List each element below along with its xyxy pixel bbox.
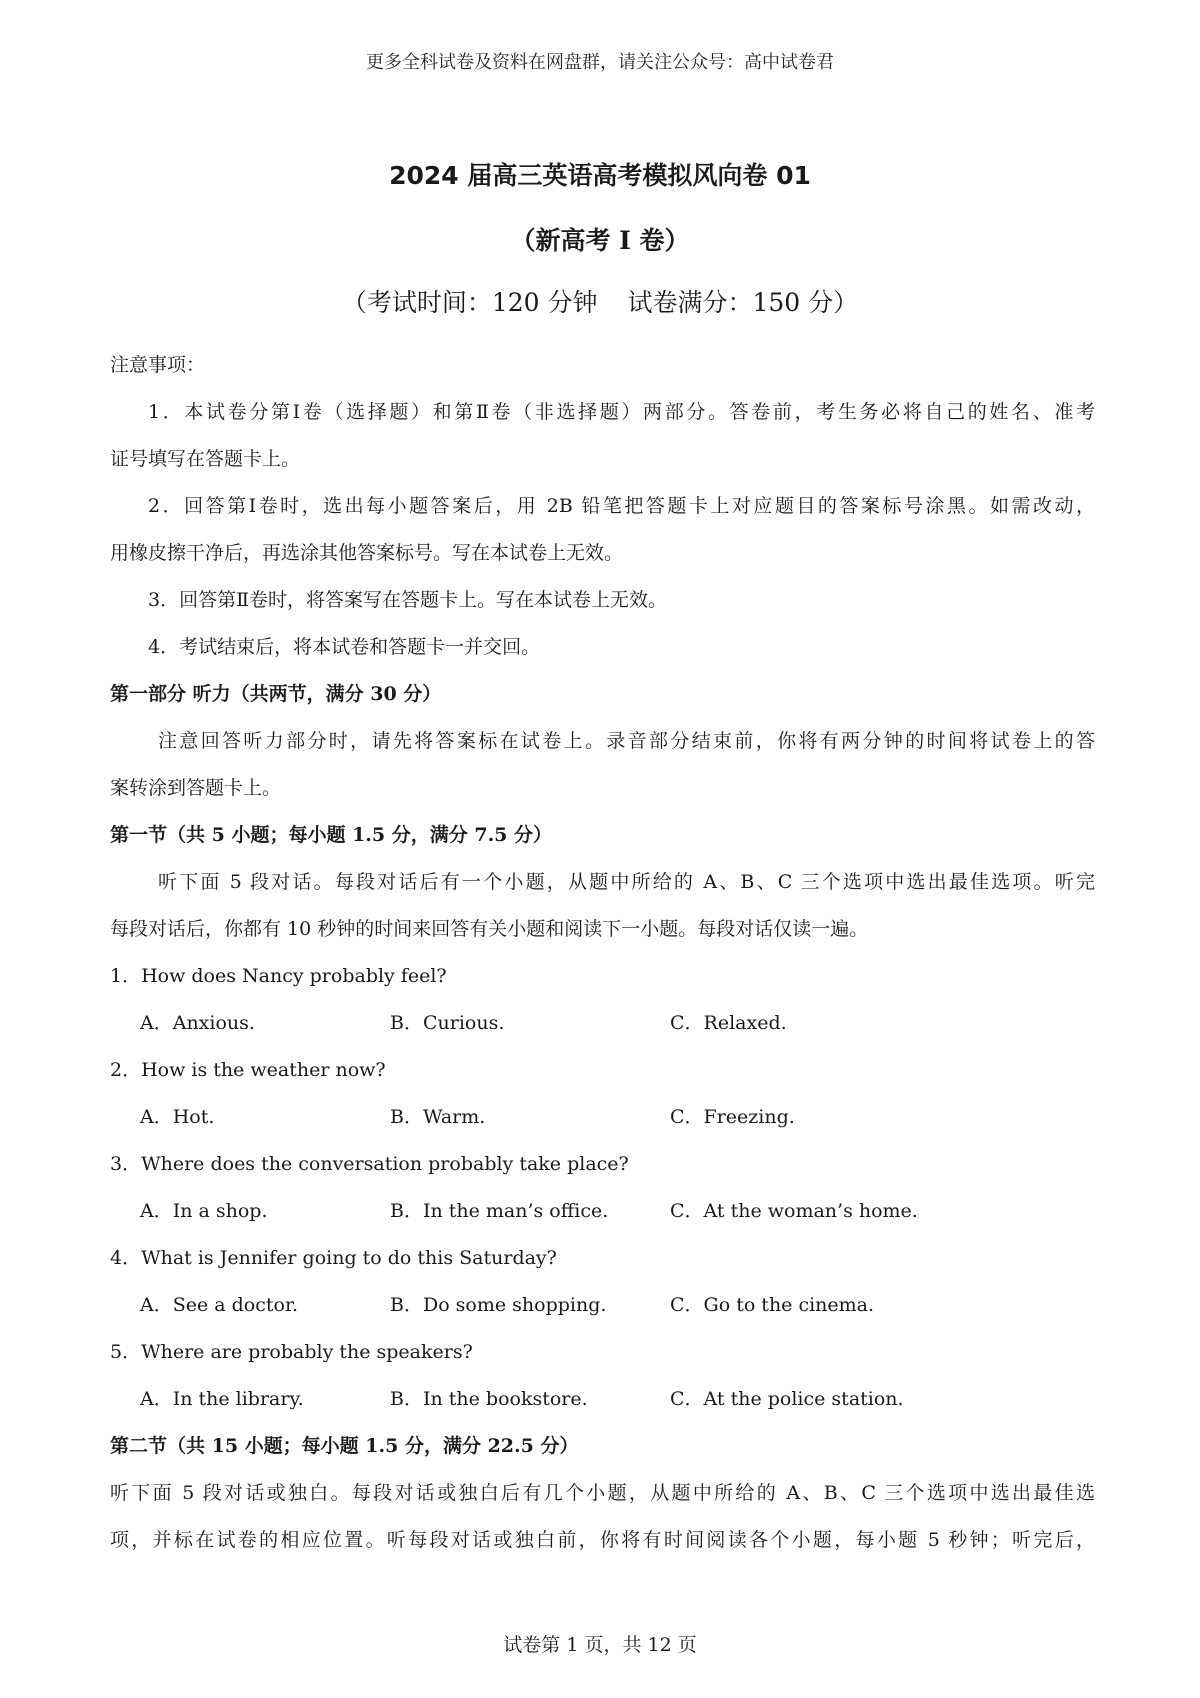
page-subtitle: （新高考 I 卷）	[510, 226, 690, 255]
option-c: C．At the woman’s home.	[670, 1200, 918, 1222]
header-banner: 更多全科试卷及资料在网盘群，请关注公众号：高中试卷君	[366, 52, 834, 73]
notice-item-4: 4．考试结束后，将本试卷和答题卡一并交回。	[148, 636, 541, 658]
notice-item-2-line-2: 用橡皮擦干净后，再选涂其他答案标号。写在本试卷上无效。	[110, 542, 624, 564]
notice-item-1-line-1: 1．本试卷分第Ⅰ卷（选择题）和第Ⅱ卷（非选择题）两部分。答卷前，考生务必将自己的姓名、准考	[148, 401, 1095, 423]
option-b: B．Warm.	[390, 1106, 486, 1128]
section2-intro-line-1: 听下面 5 段对话或独白。每段对话或独白后有几个小题，从题中所给的 A、B、C 三个选项中选出最佳选	[110, 1482, 1095, 1504]
question-3: 3．Where does the conversation probably take place?	[110, 1153, 629, 1175]
section1-intro-line-1: 听下面 5 段对话。每段对话后有一个小题，从题中所给的 A、B、C 三个选项中选出最佳选项。听完	[158, 871, 1095, 893]
option-b: B．Curious.	[390, 1012, 505, 1034]
question-1: 1．How does Nancy probably feel?	[110, 965, 447, 987]
part1-intro-line-1: 注意回答听力部分时，请先将答案标在试卷上。录音部分结束前，你将有两分钟的时间将试卷上的答	[158, 730, 1095, 752]
option-c: C．Relaxed.	[670, 1012, 787, 1034]
option-a: A．See a doctor.	[140, 1294, 298, 1316]
option-a: A．In the library.	[140, 1388, 304, 1410]
question-4: 4．What is Jennifer going to do this Saturday?	[110, 1247, 557, 1269]
question-2-options	[110, 1094, 1095, 1141]
notice-item-2-line-1: 2．回答第Ⅰ卷时，选出每小题答案后，用 2B 铅笔把答题卡上对应题目的答案标号涂黑。如需改动，	[148, 495, 1095, 517]
question-3-options	[110, 1188, 1095, 1235]
option-c: C．Freezing.	[670, 1106, 795, 1128]
exam-full-score: 试卷满分：150 分）	[627, 288, 859, 317]
part1-intro-line-2: 案转涂到答题卡上。	[110, 777, 282, 799]
option-b: B．In the man’s office.	[390, 1200, 609, 1222]
option-a: A．In a shop.	[140, 1200, 268, 1222]
notice-item-1-line-2: 证号填写在答题卡上。	[110, 448, 301, 470]
exam-content	[110, 342, 1095, 1564]
option-b: B．In the bookstore.	[390, 1388, 588, 1410]
question-4-options	[110, 1282, 1095, 1329]
section2-intro-line-2: 项，并标在试卷的相应位置。听每段对话或独白前，你将有时间阅读各个小题，每小题 5 秒钟；听完后，	[110, 1529, 1095, 1551]
part1-heading: 第一部分 听力（共两节，满分 30 分）	[110, 683, 442, 705]
page-footer: 试卷第 1 页，共 12 页	[503, 1634, 697, 1656]
option-c: C．At the police station.	[670, 1388, 904, 1410]
exam-time-info	[0, 283, 1200, 319]
page-title: 2024 届高三英语高考模拟风向卷 01	[389, 161, 811, 190]
question-5-options	[110, 1376, 1095, 1423]
option-b: B．Do some shopping.	[390, 1294, 607, 1316]
notice-heading: 注意事项：	[110, 354, 206, 376]
question-1-options	[110, 1000, 1095, 1047]
exam-duration: （考试时间：120 分钟	[341, 288, 598, 317]
option-a: A．Anxious.	[140, 1012, 255, 1034]
notice-item-3: 3．回答第Ⅱ卷时，将答案写在答题卡上。写在本试卷上无效。	[148, 589, 668, 611]
section1-heading: 第一节（共 5 小题；每小题 1.5 分，满分 7.5 分）	[110, 824, 553, 846]
option-a: A．Hot.	[140, 1106, 215, 1128]
question-5: 5．Where are probably the speakers?	[110, 1341, 473, 1363]
question-2: 2．How is the weather now?	[110, 1059, 386, 1081]
section1-intro-line-2: 每段对话后，你都有 10 秒钟的时间来回答有关小题和阅读下一小题。每段对话仅读一遍。	[110, 918, 869, 940]
section2-heading: 第二节（共 15 小题；每小题 1.5 分，满分 22.5 分）	[110, 1435, 579, 1457]
option-c: C．Go to the cinema.	[670, 1294, 875, 1316]
